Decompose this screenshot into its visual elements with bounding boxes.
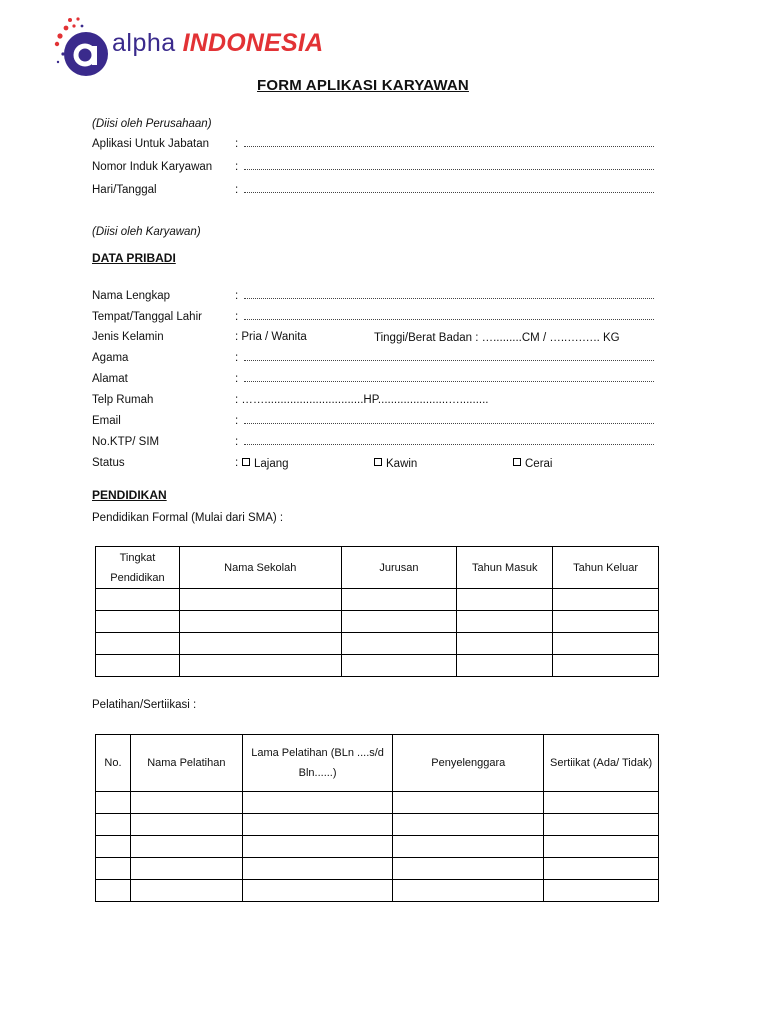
- table-row[interactable]: [96, 792, 659, 814]
- nama-label: Nama Lengkap: [92, 290, 170, 302]
- ttl-label: Tempat/Tanggal Lahir: [92, 311, 202, 323]
- training-label: Pelatihan/Sertiikasi :: [92, 699, 197, 711]
- logo-alpha-text: alpha: [112, 29, 176, 57]
- email-label: Email: [92, 415, 121, 427]
- form-title: FORM APLIKASI KARYAWAN: [257, 77, 469, 94]
- header-nama-pelatihan: Nama Pelatihan: [130, 735, 242, 792]
- header-tingkat: Tingkat Pendidikan: [96, 547, 180, 589]
- pendidikan-heading: PENDIDIKAN: [92, 488, 167, 502]
- header-lama-pelatihan: Lama Pelatihan (BLn ....s/d Bln......): [242, 735, 393, 792]
- employee-note: (Diisi oleh Karyawan): [92, 226, 201, 238]
- header-sertifikat: Sertiikat (Ada/ Tidak): [544, 735, 659, 792]
- telp-field[interactable]: : ……...............................HP......................….........: [235, 394, 489, 406]
- status-option-cerai[interactable]: Cerai: [513, 457, 552, 471]
- header-tahun-keluar: Tahun Keluar: [553, 547, 659, 589]
- gender-field[interactable]: : Pria / Wanita: [235, 331, 307, 343]
- ktp-field[interactable]: :: [235, 436, 654, 448]
- agama-label: Agama: [92, 352, 129, 364]
- table-row[interactable]: [96, 589, 659, 611]
- tanggal-label: Hari/Tanggal: [92, 184, 157, 196]
- checkbox-icon[interactable]: [374, 458, 382, 466]
- height-weight-field[interactable]: Tinggi/Berat Badan : ….........CM / …..….….. KG: [374, 332, 620, 344]
- nama-field[interactable]: :: [235, 290, 654, 302]
- table-row[interactable]: [96, 655, 659, 677]
- formal-education-label: Pendidikan Formal (Mulai dari SMA) :: [92, 512, 284, 524]
- training-table: [95, 734, 659, 902]
- table-row[interactable]: [96, 611, 659, 633]
- header-nama-sekolah: Nama Sekolah: [179, 547, 341, 589]
- table-row[interactable]: [96, 633, 659, 655]
- jabatan-label: Aplikasi Untuk Jabatan: [92, 138, 209, 150]
- company-note: (Diisi oleh Perusahaan): [92, 118, 212, 130]
- agama-field[interactable]: :: [235, 352, 654, 364]
- alamat-field[interactable]: :: [235, 373, 654, 385]
- checkbox-icon[interactable]: [513, 458, 521, 466]
- telp-label: Telp Rumah: [92, 394, 154, 406]
- header-jurusan: Jurusan: [341, 547, 457, 589]
- logo-indonesia-text: INDONESIA: [182, 29, 324, 57]
- tanggal-field[interactable]: :: [235, 184, 654, 196]
- header-tahun-masuk: Tahun Masuk: [457, 547, 553, 589]
- jabatan-field[interactable]: :: [235, 138, 654, 150]
- data-pribadi-heading: DATA PRIBADI: [92, 251, 176, 265]
- header-no: No.: [96, 735, 131, 792]
- ttl-field[interactable]: :: [235, 311, 654, 323]
- email-field[interactable]: :: [235, 415, 654, 427]
- formal-education-table: [95, 546, 659, 677]
- table-row[interactable]: [96, 880, 659, 902]
- table-header-row: [96, 547, 659, 589]
- logo-wordmark: [112, 28, 323, 58]
- table-header-row: [96, 735, 659, 792]
- nik-label: Nomor Induk Karyawan: [92, 161, 213, 173]
- gender-label: Jenis Kelamin: [92, 331, 164, 343]
- status-option-lajang[interactable]: Lajang: [242, 457, 289, 471]
- nik-field[interactable]: :: [235, 161, 654, 173]
- table-row[interactable]: [96, 858, 659, 880]
- table-row[interactable]: [96, 814, 659, 836]
- status-label: Status: [92, 457, 125, 469]
- status-option-kawin[interactable]: Kawin: [374, 457, 417, 471]
- header-penyelenggara: Penyelenggara: [393, 735, 544, 792]
- ktp-label: No.KTP/ SIM: [92, 436, 160, 448]
- table-row[interactable]: [96, 836, 659, 858]
- checkbox-icon[interactable]: [242, 458, 250, 466]
- status-prefix: :: [235, 457, 239, 469]
- alamat-label: Alamat: [92, 373, 128, 385]
